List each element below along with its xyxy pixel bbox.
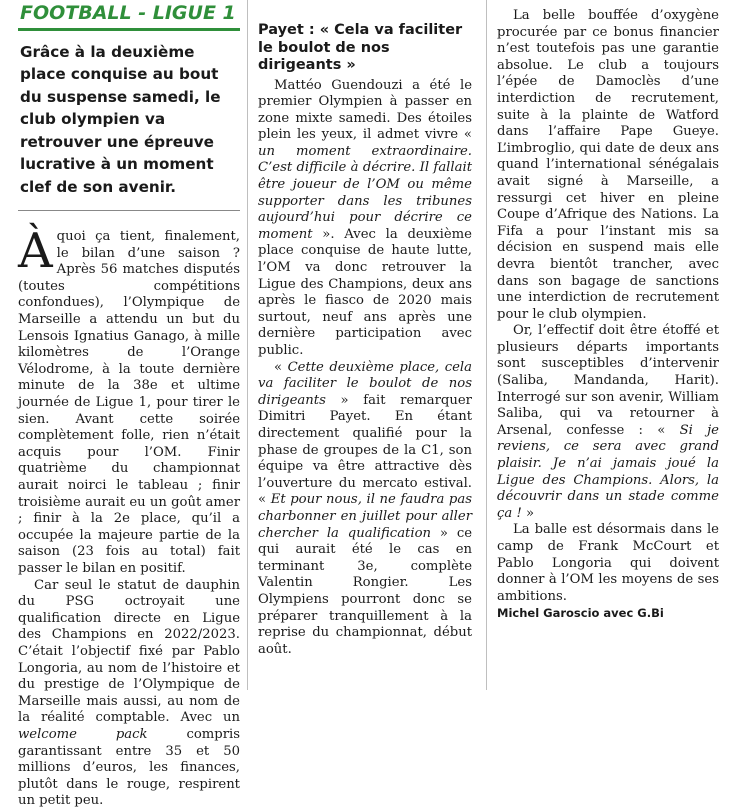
column-divider xyxy=(247,0,248,690)
s2-text-b: » fait remarquer Dimitri Payet. En étant directement qualifié pour la phase de groupes de la C1, son équipe va être attractive dès l’ouverture du mercato estival. « xyxy=(258,392,472,508)
intro-text-2-em: welcome pack xyxy=(18,726,148,742)
section-heading: Payet : « Cela va faciliter le boulot de nos dirigeants » xyxy=(258,22,463,73)
drop-cap: À xyxy=(18,223,53,280)
byline: Michel Garoscio avec G.Bi xyxy=(497,606,664,621)
s2-text-a: « xyxy=(274,359,283,375)
s4-text-b: » xyxy=(525,505,535,521)
s1-text-a: Mattéo Guendouzi a été le premier Olympien à passer en zone mixte samedi. Des étoiles plein les yeux, il admet vivre « xyxy=(258,77,472,143)
s2-text-c: » ce qui aurait été le cas en terminant 3e, complète Valentin Rongier. Les Olympiens pourront donc se préparer tranquillement à la reprise du championnat, début août. xyxy=(258,525,473,657)
s2-quote-2: Et pour nous, il ne faudra pas charbonner en juillet pour aller chercher la qualification xyxy=(258,492,472,541)
intro-text-1: quoi ça tient, finalement, le bilan d’une saison ? Après 56 matches disputés (toutes compétitions confondues), l’Olympique de Marseille a attendu un but du Lensois Ignatius Ganago, à mille kilomètres de l’Orange Vélodrome, à la toute dernière minute de la 38e et ultime journée de Ligue 1, pour tirer le sien. Avant cette soirée complètement folle, rien n’était acquis pour l’OM. Finir quatrième du championnat aurait noirci le tableau ; finir troisième aurait eu un goût amer ; finir à la 2e place, qu’il a occupée la majeure partie de la saison (23 fois au total) fait passer le bilan en positif. xyxy=(18,229,240,576)
section-paragraph-4 xyxy=(497,323,719,522)
article-standfirst: Grâce à la deuxième place conquise au bout du suspense samedi, le club olympien va retrouver une épreuve lucrative à un moment clef de son avenir. xyxy=(18,31,240,212)
column-3 xyxy=(497,8,719,690)
s2-quote: Cette deuxième place, cela va faciliter le boulot de nos dirigeants xyxy=(258,359,472,408)
section-paragraph-5: La balle est désormais dans le camp de Frank McCourt et Pablo Longoria qui doivent donner à l’OM les moyens de ses ambitions. xyxy=(497,522,719,604)
section-kicker: FOOTBALL - LIGUE 1 xyxy=(18,0,240,31)
intro-text-2-end: compris garantissant entre 35 et 50 millions d’euros, les finances, plutôt dans le rouge, respirent un petit peu. xyxy=(18,726,240,809)
s4-quote: Si je reviens, ce sera avec grand plaisir. Je n’ai jamais joué la Ligue des Champions. Alors, la découvrir dans un stade comme ça ! xyxy=(497,422,719,521)
intro-paragraph xyxy=(18,223,240,577)
column-1 xyxy=(18,0,240,809)
section-paragraph-2 xyxy=(258,360,472,659)
s4-text-a: Or, l’effectif doit être étoffé et plusieurs départs importants sont susceptibles d’intervenir (Saliba, Mandanda, Harit). Interrogé sur son avenir, William Saliba, qui va retourner à Arsenal, confesse : « xyxy=(497,323,719,438)
section-paragraph-1 xyxy=(258,78,472,360)
s1-quote: un moment extraordinaire. C’est difficile à décrire. Il fallait être joueur de l’OM ou même supporter dans les tribunes aujourd’hui pour décrire ce moment xyxy=(258,143,472,242)
s1-text-b: ». Avec la deuxième place conquise de haute lutte, l’OM va donc retrouver la Ligue des Champions, deux ans après le fiasco de 2020 mais surtout, neuf ans après une dernière participation avec public. xyxy=(258,226,472,358)
intro-text-2: Car seul le statut de dauphin du PSG octroyait une qualification directe en Ligue des Champions en 2022/2023. C’était l’objectif fixé par Pablo Longoria, au nom de l’histoire et du prestige de l’Olympique de Marseille mais aussi, au nom de la réalité comptable. Avec un xyxy=(18,577,240,726)
column-2 xyxy=(258,8,472,690)
column-divider xyxy=(486,0,487,690)
section-paragraph-3: La belle bouffée d’oxygène procurée par ce bonus financier n’est toutefois pas une garantie absolue. Le club a toujours l’épée de Damoclès d’une interdiction de recrutement, suite à la plainte de Watford dans l’affaire Pape Gueye. L’imbroglio, qui date de deux ans quand l’international sénégalais avait signé à Marseille, a ressurgi cet hiver en pleine Coupe d’Afrique des Nations. La Fifa a pour l’instant mis sa décision en suspend mais elle devra bientôt trancher, avec dans son bagage de sanctions une interdiction de recrutement pour le club olympien. xyxy=(497,8,719,322)
intro-paragraph-2 xyxy=(18,578,240,810)
